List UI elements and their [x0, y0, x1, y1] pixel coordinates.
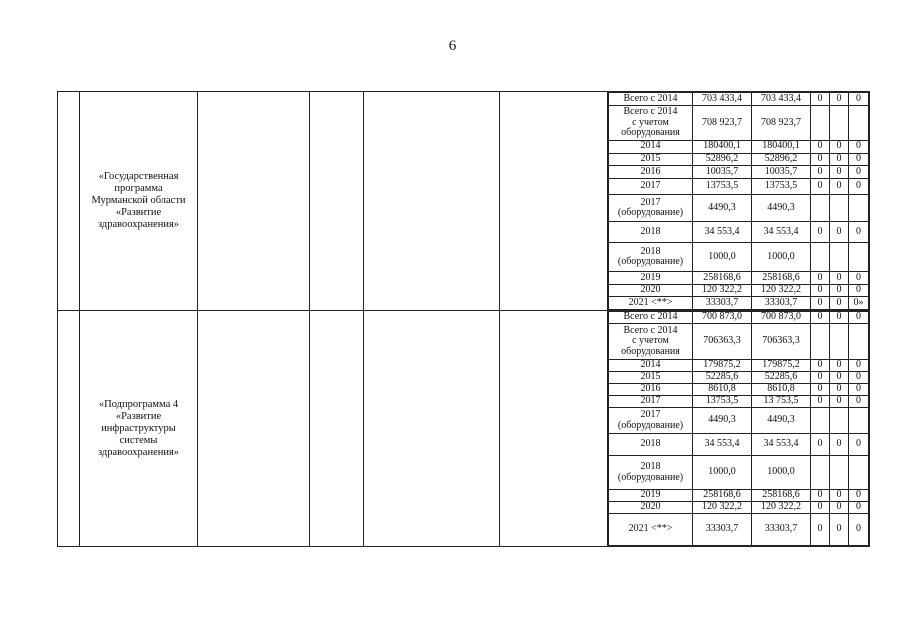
regional-budget-cell: 34 553,4 [752, 434, 811, 456]
other-sources-cell: 0 [849, 312, 869, 324]
empty-cell [58, 92, 80, 311]
subprogram-name-line: «Подпрограмма 4 [98, 398, 179, 410]
total-amount-cell: 34 553,4 [693, 434, 752, 456]
total-amount-cell: 258168,6 [693, 272, 752, 285]
regional-budget-cell: 258168,6 [752, 272, 811, 285]
regional-budget-cell: 700 873,0 [752, 312, 811, 324]
federal-budget-cell: 0 [811, 312, 830, 324]
funding-row [609, 140, 869, 153]
regional-budget-cell: 4490,3 [752, 195, 811, 222]
subprogram-name-line: системы [119, 434, 158, 446]
local-budget-cell: 0 [830, 490, 849, 502]
other-sources-cell [849, 243, 869, 272]
total-amount-cell: 706363,3 [693, 324, 752, 360]
year-label: 2018 [640, 245, 661, 257]
funding-row [609, 93, 869, 106]
federal-budget-cell: 0 [811, 284, 830, 297]
regional-budget-cell: 13753,5 [752, 178, 811, 195]
year-cell [609, 490, 693, 502]
regional-budget-cell: 120 322,2 [752, 284, 811, 297]
year-label: 2019 [640, 489, 661, 501]
year-cell [609, 384, 693, 396]
other-sources-cell: 0 [849, 384, 869, 396]
total-amount-cell: 120 322,2 [693, 284, 752, 297]
year-label: 2018 [640, 461, 661, 472]
local-budget-cell: 0 [830, 502, 849, 514]
funding-row [609, 243, 869, 272]
empty-cell [310, 311, 364, 547]
year-cell [609, 396, 693, 408]
empty-cell [500, 92, 608, 311]
total-amount-cell: 120 322,2 [693, 502, 752, 514]
federal-budget-cell: 0 [811, 372, 830, 384]
year-label: оборудования [621, 127, 680, 138]
regional-budget-cell: 179875,2 [752, 360, 811, 372]
year-cell [609, 372, 693, 384]
federal-budget-cell: 0 [811, 384, 830, 396]
local-budget-cell: 0 [830, 272, 849, 285]
subprogram-block [58, 311, 870, 547]
federal-budget-cell [811, 324, 830, 360]
local-budget-cell: 0 [830, 93, 849, 106]
year-label: с учетом [632, 335, 669, 347]
year-cell [609, 456, 693, 490]
year-cell [609, 140, 693, 153]
program-name-line: «Развитие [115, 207, 162, 218]
program-name-line: «Государственная [98, 171, 179, 182]
regional-budget-cell: 706363,3 [752, 324, 811, 360]
year-cell [609, 434, 693, 456]
regional-budget-cell: 33303,7 [752, 297, 811, 310]
year-label: 2017 [640, 196, 661, 208]
funding-row [609, 105, 869, 140]
total-amount-cell: 10035,7 [693, 166, 752, 179]
other-sources-cell: 0 [849, 222, 869, 243]
year-label: 2015 [640, 371, 661, 383]
year-label: 2021 <**> [628, 523, 673, 535]
local-budget-cell: 0 [830, 384, 849, 396]
year-label: Всего с 2014 [623, 324, 678, 336]
subprogram-name-line: инфраструктуры [101, 422, 176, 434]
year-label: Всего с 2014 [623, 106, 678, 117]
funding-row [609, 195, 869, 222]
empty-cell [310, 92, 364, 311]
year-label: 2018 [640, 226, 661, 238]
total-amount-cell: 34 553,4 [693, 222, 752, 243]
year-cell [609, 312, 693, 324]
other-sources-cell: 0 [849, 166, 869, 179]
year-label: 2016 [640, 383, 661, 395]
other-sources-cell: 0 [849, 396, 869, 408]
federal-budget-cell: 0 [811, 140, 830, 153]
local-budget-cell: 0 [830, 396, 849, 408]
program-block [58, 92, 870, 311]
total-amount-cell: 4490,3 [693, 195, 752, 222]
funding-row [609, 408, 869, 434]
year-cell [609, 272, 693, 285]
local-budget-cell [830, 105, 849, 140]
federal-budget-cell: 0 [811, 297, 830, 310]
funding-table [57, 91, 870, 547]
year-label: (оборудование) [617, 256, 684, 268]
funding-by-year-cell [608, 92, 870, 311]
funding-row [609, 396, 869, 408]
year-cell [609, 222, 693, 243]
total-amount-cell: 13753,5 [693, 396, 752, 408]
local-budget-cell [830, 408, 849, 434]
regional-budget-cell: 33303,7 [752, 514, 811, 546]
other-sources-cell: 0 [849, 140, 869, 153]
federal-budget-cell [811, 408, 830, 434]
federal-budget-cell [811, 243, 830, 272]
regional-budget-cell: 180400,1 [752, 140, 811, 153]
total-amount-cell: 258168,6 [693, 490, 752, 502]
other-sources-cell: 0 [849, 502, 869, 514]
other-sources-cell: 0 [849, 372, 869, 384]
local-budget-cell: 0 [830, 178, 849, 195]
year-cell [609, 324, 693, 360]
federal-budget-cell [811, 195, 830, 222]
other-sources-cell [849, 195, 869, 222]
federal-budget-cell: 0 [811, 502, 830, 514]
year-cell [609, 105, 693, 140]
funding-row [609, 178, 869, 195]
empty-cell [198, 311, 310, 547]
program-name-cell [80, 92, 198, 311]
total-amount-cell: 52896,2 [693, 153, 752, 166]
funding-row [609, 324, 869, 360]
local-budget-cell: 0 [830, 166, 849, 179]
regional-budget-cell: 52896,2 [752, 153, 811, 166]
local-budget-cell [830, 195, 849, 222]
regional-budget-cell: 703 433,4 [752, 93, 811, 106]
funding-row [609, 284, 869, 297]
other-sources-cell: 0 [849, 153, 869, 166]
federal-budget-cell: 0 [811, 360, 830, 372]
local-budget-cell [830, 243, 849, 272]
other-sources-cell [849, 456, 869, 490]
year-cell [609, 243, 693, 272]
total-amount-cell: 4490,3 [693, 408, 752, 434]
local-budget-cell: 0 [830, 372, 849, 384]
local-budget-cell: 0 [830, 434, 849, 456]
federal-budget-cell: 0 [811, 222, 830, 243]
federal-budget-cell [811, 456, 830, 490]
total-amount-cell: 1000,0 [693, 243, 752, 272]
year-label: 2020 [640, 501, 661, 513]
total-amount-cell: 13753,5 [693, 178, 752, 195]
year-label: (оборудование) [617, 207, 684, 219]
other-sources-cell: 0 [849, 284, 869, 297]
other-sources-cell [849, 324, 869, 360]
total-amount-cell: 703 433,4 [693, 93, 752, 106]
total-amount-cell: 33303,7 [693, 514, 752, 546]
funding-row [609, 312, 869, 324]
funding-row [609, 514, 869, 546]
year-cell [609, 153, 693, 166]
funding-row [609, 490, 869, 502]
subprogram-name-line: здравоохранения» [97, 446, 180, 458]
regional-budget-cell: 258168,6 [752, 490, 811, 502]
local-budget-cell: 0 [830, 284, 849, 297]
federal-budget-cell: 0 [811, 166, 830, 179]
total-amount-cell: 1000,0 [693, 456, 752, 490]
federal-budget-cell: 0 [811, 178, 830, 195]
year-cell [609, 178, 693, 195]
total-amount-cell: 179875,2 [693, 360, 752, 372]
federal-budget-cell: 0 [811, 272, 830, 285]
regional-budget-cell: 1000,0 [752, 456, 811, 490]
year-label: 2015 [640, 153, 661, 164]
local-budget-cell: 0 [830, 140, 849, 153]
other-sources-cell: 0 [849, 178, 869, 195]
funding-row [609, 222, 869, 243]
local-budget-cell [830, 324, 849, 360]
funding-row [609, 153, 869, 166]
program-name-line: Мурманской области [91, 195, 186, 206]
regional-budget-cell: 1000,0 [752, 243, 811, 272]
local-budget-cell [830, 456, 849, 490]
funding-row [609, 456, 869, 490]
page-number: 6 [448, 38, 457, 54]
local-budget-cell: 0 [830, 153, 849, 166]
year-label: 2019 [640, 271, 661, 283]
regional-budget-cell: 10035,7 [752, 166, 811, 179]
other-sources-cell: 0 [849, 514, 869, 546]
year-label: 2021 <**> [628, 296, 673, 308]
program-name-line: программа [114, 183, 163, 194]
year-label: Всего с 2014 [623, 311, 678, 323]
empty-cell [58, 311, 80, 547]
year-cell [609, 514, 693, 546]
year-label: Всего с 2014 [623, 92, 678, 104]
other-sources-cell: 0 [849, 272, 869, 285]
year-label: 2017 [640, 395, 661, 407]
subprogram-name-cell [80, 311, 198, 547]
year-cell [609, 284, 693, 297]
subprogram-name-line: «Развитие [115, 410, 162, 422]
regional-budget-cell: 52285,6 [752, 372, 811, 384]
other-sources-cell: 0 [849, 93, 869, 106]
local-budget-cell: 0 [830, 297, 849, 310]
year-label: 2018 [640, 438, 661, 450]
funding-by-year-cell [608, 311, 870, 547]
year-label: (оборудование) [617, 419, 684, 431]
local-budget-cell: 0 [830, 222, 849, 243]
funding-row [609, 272, 869, 285]
total-amount-cell: 33303,7 [693, 297, 752, 310]
regional-budget-cell: 120 322,2 [752, 502, 811, 514]
year-label: 2020 [640, 284, 661, 296]
local-budget-cell: 0 [830, 514, 849, 546]
total-amount-cell: 700 873,0 [693, 312, 752, 324]
empty-cell [364, 311, 500, 547]
total-amount-cell: 708 923,7 [693, 105, 752, 140]
regional-budget-cell: 34 553,4 [752, 222, 811, 243]
year-label: оборудования [621, 345, 680, 357]
other-sources-cell: 0» [849, 297, 869, 310]
year-label: 2014 [640, 359, 661, 371]
year-cell [609, 502, 693, 514]
funding-row [609, 384, 869, 396]
year-cell [609, 408, 693, 434]
federal-budget-cell: 0 [811, 153, 830, 166]
federal-budget-cell: 0 [811, 434, 830, 456]
other-sources-cell: 0 [849, 360, 869, 372]
regional-budget-cell: 4490,3 [752, 408, 811, 434]
regional-budget-cell: 708 923,7 [752, 105, 811, 140]
funding-row [609, 502, 869, 514]
year-label: 2016 [640, 165, 661, 177]
year-cell [609, 166, 693, 179]
total-amount-cell: 8610,8 [693, 384, 752, 396]
year-label: (оборудование) [617, 471, 684, 483]
other-sources-cell [849, 105, 869, 140]
empty-cell [500, 311, 608, 547]
funding-row [609, 360, 869, 372]
federal-budget-cell: 0 [811, 514, 830, 546]
local-budget-cell: 0 [830, 360, 849, 372]
program-name-line: здравоохранения» [97, 219, 180, 230]
year-label: 2014 [640, 140, 661, 152]
regional-budget-cell: 8610,8 [752, 384, 811, 396]
year-label: 2017 [640, 409, 661, 420]
funding-by-year-table [608, 92, 869, 310]
year-label: 2017 [640, 180, 661, 192]
year-label: с учетом [632, 116, 669, 128]
funding-by-year-table [608, 311, 869, 546]
federal-budget-cell: 0 [811, 490, 830, 502]
year-cell [609, 195, 693, 222]
federal-budget-cell: 0 [811, 396, 830, 408]
total-amount-cell: 180400,1 [693, 140, 752, 153]
funding-row [609, 166, 869, 179]
other-sources-cell: 0 [849, 434, 869, 456]
year-cell [609, 93, 693, 106]
empty-cell [198, 92, 310, 311]
other-sources-cell [849, 408, 869, 434]
local-budget-cell: 0 [830, 312, 849, 324]
total-amount-cell: 52285,6 [693, 372, 752, 384]
empty-cell [364, 92, 500, 311]
year-cell [609, 360, 693, 372]
funding-row [609, 372, 869, 384]
funding-row [609, 434, 869, 456]
year-cell [609, 297, 693, 310]
other-sources-cell: 0 [849, 490, 869, 502]
federal-budget-cell: 0 [811, 93, 830, 106]
regional-budget-cell: 13 753,5 [752, 396, 811, 408]
funding-row [609, 297, 869, 310]
federal-budget-cell [811, 105, 830, 140]
